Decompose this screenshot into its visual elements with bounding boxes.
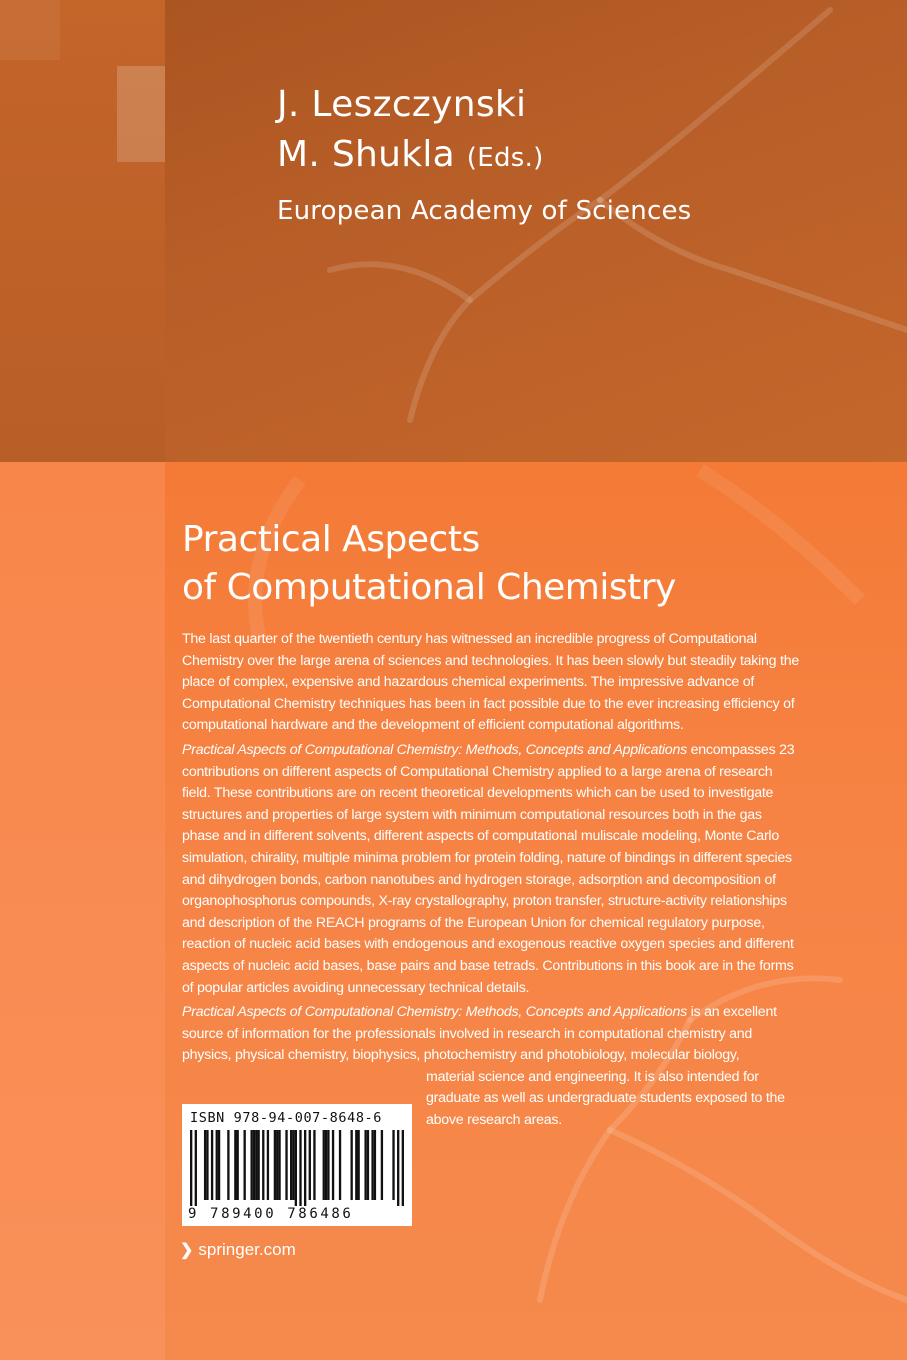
author-name: M. Shukla [277, 134, 456, 175]
author-name-with-eds [277, 130, 544, 183]
publisher-site: springer.com [198, 1240, 296, 1259]
barcode-bars [190, 1130, 404, 1206]
barcode-bar [290, 1130, 292, 1200]
barcode-digits: 9 789400 786486 [188, 1206, 354, 1222]
barcode-bar [255, 1130, 257, 1200]
blurb-text [182, 629, 802, 1135]
barcode-bar [253, 1130, 255, 1200]
book-title-italic: Practical Aspects of Computational Chemistry: Methods, Concepts and Applications [182, 741, 687, 758]
publisher-link[interactable] [180, 1240, 296, 1260]
barcode-bar [285, 1130, 287, 1200]
barcode-bar [218, 1130, 220, 1200]
blurb-paragraph-3-tail: material science and engineering. It is also intended for graduate as well as undergraduate students exposed to the above research areas. [426, 1068, 785, 1129]
barcode-bar [325, 1130, 327, 1200]
book-title-line-1: Practical Aspects [182, 519, 480, 560]
decorative-square-corner [0, 0, 60, 60]
barcode-bar [397, 1130, 399, 1206]
barcode-bar [237, 1130, 239, 1200]
barcode-bar [323, 1130, 325, 1200]
barcode-bar [190, 1130, 192, 1206]
decorative-square [117, 66, 165, 162]
isbn-barcode [182, 1104, 412, 1226]
isbn-label: ISBN 978-94-007-8648-6 [190, 1110, 383, 1126]
barcode-bar [206, 1130, 208, 1200]
barcode-bar [250, 1130, 252, 1200]
book-title-line-2: of Computational Chemistry [182, 567, 676, 608]
barcode-bar [371, 1130, 373, 1200]
barcode-bar [357, 1130, 359, 1200]
barcode-bar [339, 1130, 341, 1200]
barcode-bar [262, 1130, 264, 1200]
blurb-paragraph-3 [182, 1002, 802, 1067]
book-title [182, 516, 882, 612]
barcode-bar [332, 1130, 334, 1200]
barcode-bar [234, 1130, 236, 1200]
barcode-bar [257, 1130, 259, 1200]
chevron-right-icon: ❯ [180, 1242, 194, 1259]
barcode-bar [267, 1130, 269, 1200]
book-title-italic: Practical Aspects of Computational Chemistry: Methods, Concepts and Applications [182, 1004, 687, 1021]
barcode-bar [381, 1130, 383, 1200]
barcode-bar [195, 1130, 197, 1206]
blurb-paragraph-2-text: encompasses 23 contributions on different aspects of Computational Chemistry applied to a large arena of research field. These contributions are on recent theoretical developments which can be used to investigate structures and properties of large system with minimum computational resources both in the gas phase and in different solvents, different aspects of computational muliscale modeling, Monte Carlo simulation, chirality, multiple minima problem for protein folding, nature of bindings in different species and dihydrogen bonds, carbon nanotubes and hydrogen storage, adsorption and decomposition of organophosphorus compounds, X-ray crystallography, proton transfer, structure-activity relationships and description of the REACH programs of the European Union for chemical regulatory purpose, reaction of nucleic acid bases with endogenous and exogenous reactive oxygen species and different aspects of nucleic acid bases, base pairs and base tetrads. Contributions in this book are in the forms of popular articles avoiding unnecessary technical details. [182, 741, 795, 996]
barcode-bar [274, 1130, 276, 1200]
blurb-paragraph-1: The last quarter of the twentieth century has witnessed an incredible progress of Computational Chemistry over the large arena of sciences and technologies. It has been slowly but steadily taking the place of complex, expensive and hazardous chemical experiments. The impressive advance of Computational Chemistry techniques has been in fact possible due to the ever increasing efficiency of computational hardware and the development of efficient computational algorithms. [182, 631, 799, 734]
editors-suffix: (Eds.) [466, 143, 544, 173]
author-name: J. Leszczynski [277, 84, 527, 125]
barcode-bar [292, 1130, 294, 1200]
barcode-bar [227, 1130, 229, 1200]
blurb-paragraph-3-text: is an excellent source of information for the professionals involved in research in computational chemistry and physics, physical chemistry, biophysics, photochemistry and photobiology, molecular biology, [182, 1004, 777, 1064]
barcode-bar [355, 1130, 357, 1200]
barcode-bar [304, 1130, 306, 1206]
blurb-paragraph-2 [182, 740, 802, 999]
barcode-bar [402, 1130, 404, 1206]
barcode-bar [299, 1130, 301, 1206]
barcode-bar [216, 1130, 218, 1200]
barcode-bar [276, 1130, 278, 1200]
barcode-bar [309, 1130, 311, 1200]
barcode-bar [313, 1130, 315, 1200]
left-strip-bottom [0, 462, 165, 1360]
barcode-bar [367, 1130, 369, 1200]
barcode-bar [374, 1130, 376, 1200]
barcode-bar [204, 1130, 206, 1200]
barcode-bar [351, 1130, 353, 1200]
barcode-bar [392, 1130, 394, 1200]
affiliation: European Academy of Sciences [277, 196, 692, 226]
barcode-bar [244, 1130, 246, 1200]
barcode-bar [211, 1130, 213, 1200]
barcode-bar [364, 1130, 366, 1200]
barcode-bar [327, 1130, 329, 1200]
barcode-bar [278, 1130, 280, 1200]
barcode-bar [295, 1130, 297, 1206]
authors-block [277, 80, 544, 183]
